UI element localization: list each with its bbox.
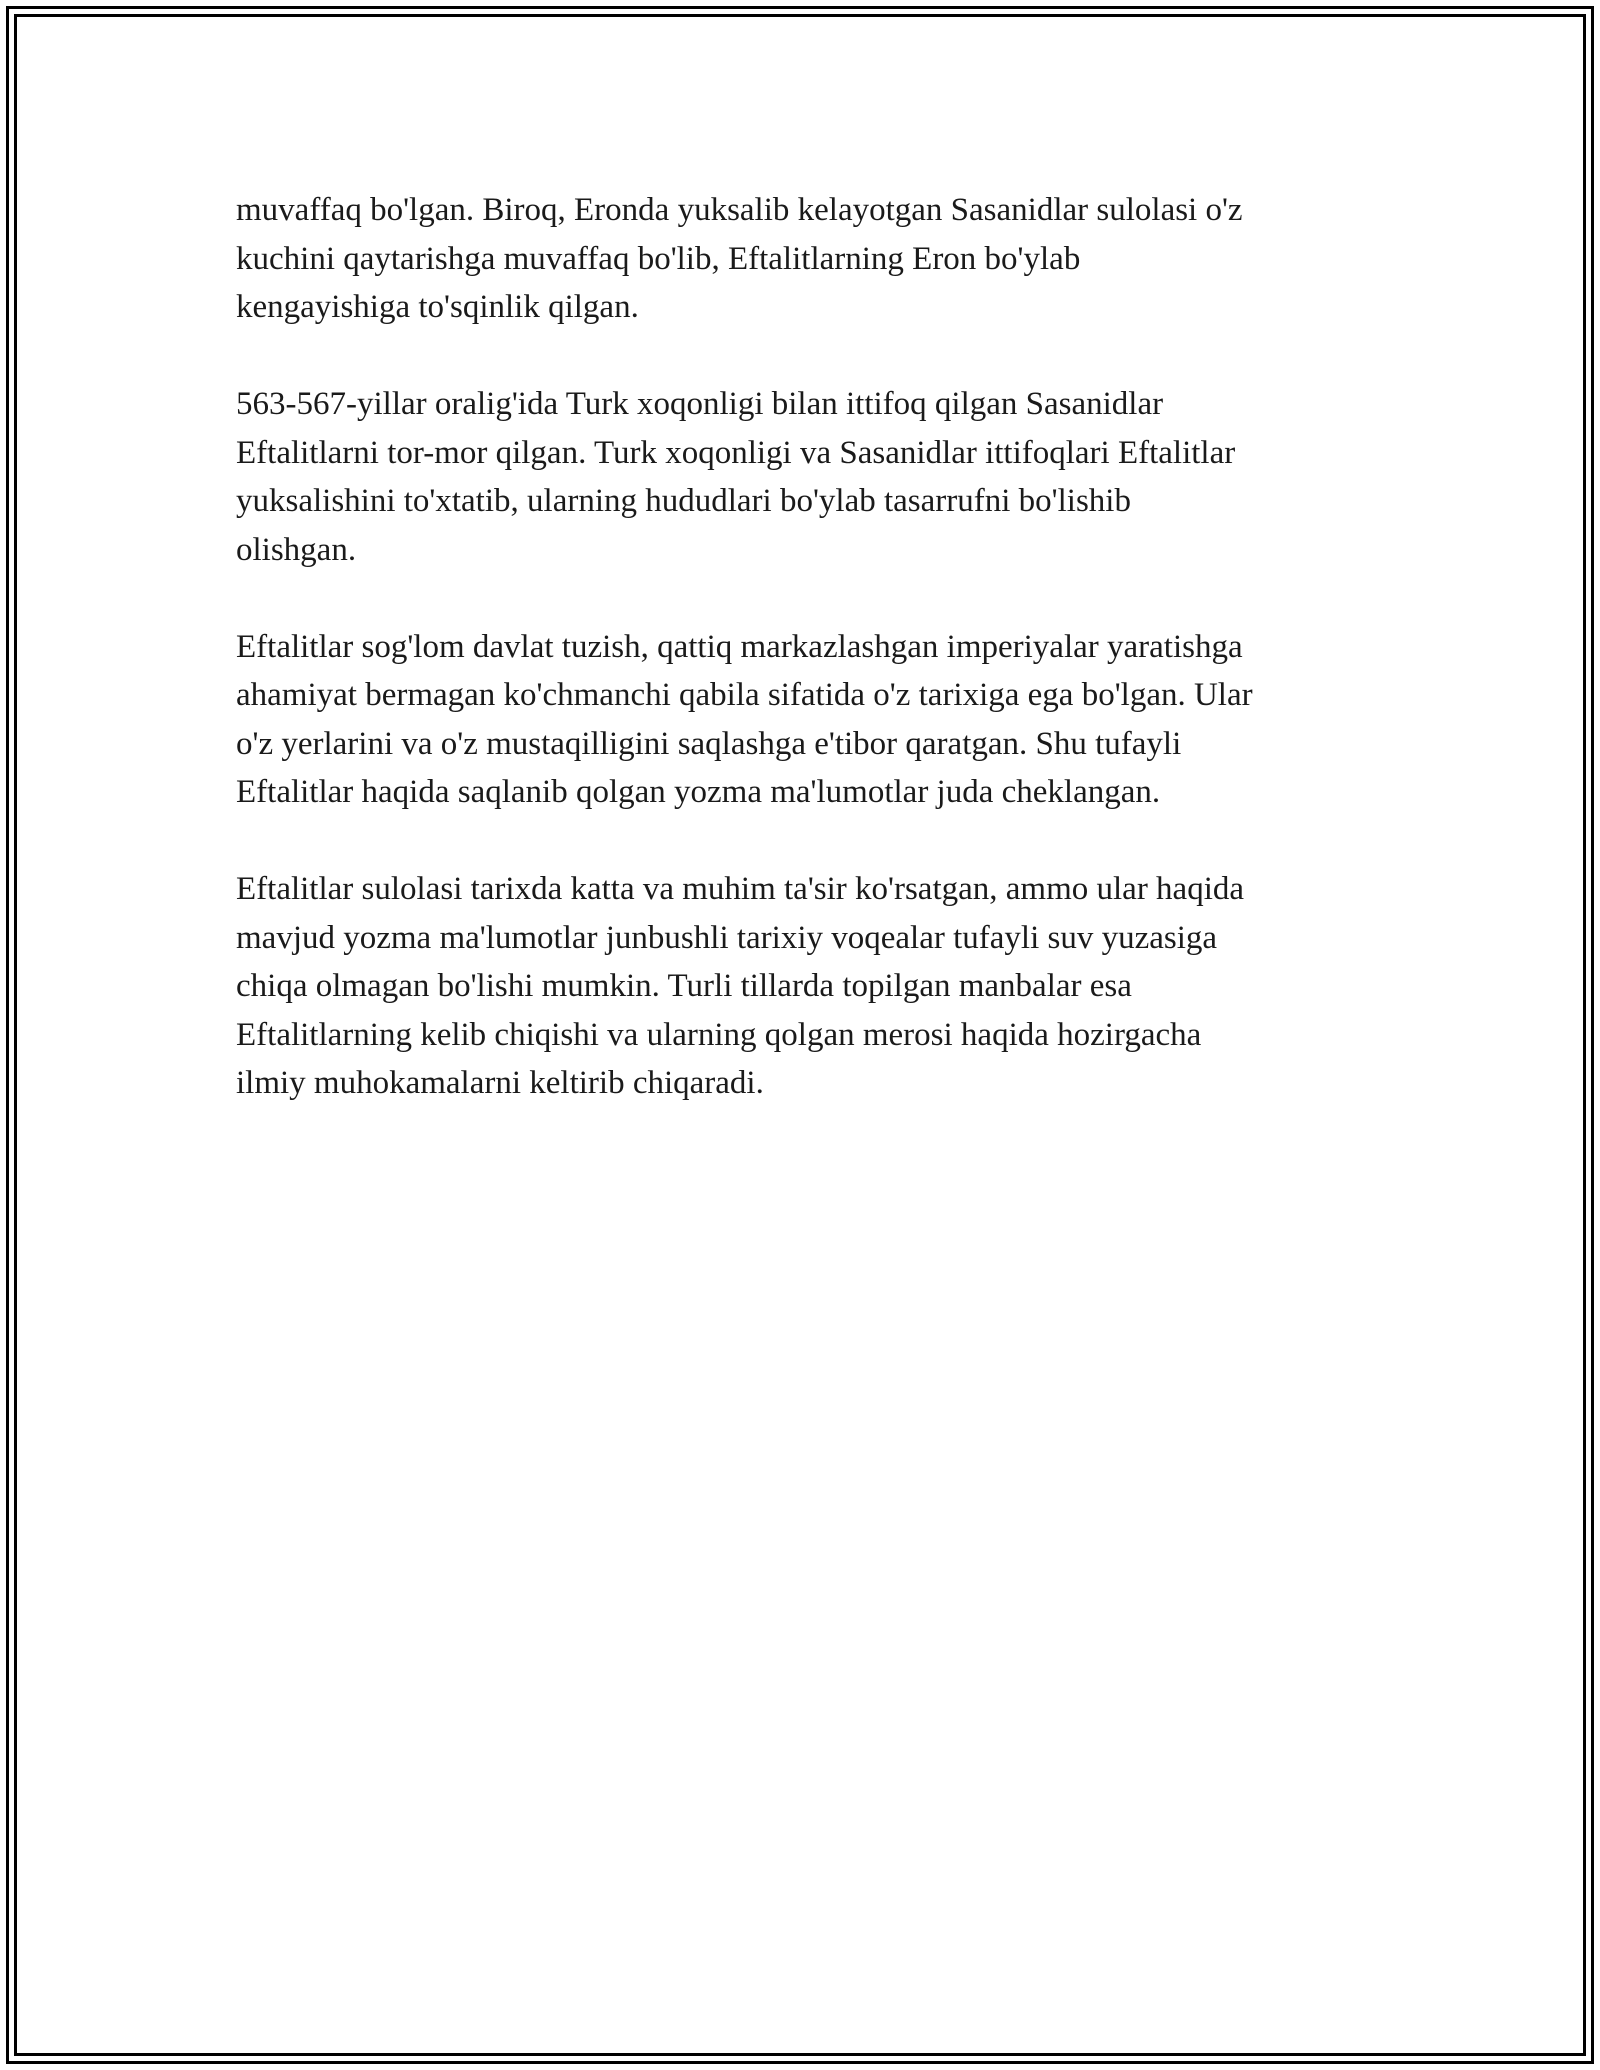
text-line: ilmiy muhokamalarni keltirib chiqaradi. (236, 1065, 764, 1101)
text-line: muvaffaq bo'lgan. Biroq, Eronda yuksalib kelayotgan Sasanidlar sulolasi o'z (236, 192, 1243, 228)
text-line: kengayishiga to'sqinlik qilgan. (236, 289, 639, 325)
paragraph-4 (236, 865, 1386, 1108)
text-line: Eftalitlar sulolasi tarixda katta va muhim ta'sir ko'rsatgan, ammo ular haqida (236, 871, 1245, 907)
text-line: 563-567-yillar oralig'ida Turk xoqonligi bilan ittifoq qilgan Sasanidlar (236, 386, 1164, 422)
text-line: Eftalitlarning kelib chiqishi va ularning qolgan merosi haqida hozirgacha (236, 1016, 1202, 1053)
text-line: ahamiyat bermagan ko'chmanchi qabila sifatida o'z tarixiga ega bo'lgan. Ular (236, 677, 1253, 713)
paragraph-1 (236, 186, 1386, 332)
text-line: Eftalitlarni tor-mor qilgan. Turk xoqonligi va Sasanidlar ittifoqlari Eftalitlar (236, 434, 1236, 471)
text-line: Eftalitlar sog'lom davlat tuzish, qattiq markazlashgan imperiyalar yaratishga (236, 628, 1243, 665)
paragraph-2 (236, 380, 1386, 574)
text-line: o'z yerlarini va o'z mustaqilligini saqlashga e'tibor qaratgan. Shu tufayli (236, 725, 1182, 762)
text-line: Eftalitlar haqida saqlanib qolgan yozma ma'lumotlar juda cheklangan. (236, 774, 1161, 810)
paragraph-3 (236, 623, 1386, 817)
text-line: yuksalishini to'xtatib, ularning hududlari bo'ylab tasarrufni bo'lishib (236, 483, 1131, 519)
text-line: kuchini qaytarishga muvaffaq bo'lib, Eftalitlarning Eron bo'ylab (236, 240, 1081, 277)
text-line: olishgan. (236, 531, 357, 568)
text-line: chiqa olmagan bo'lishi mumkin. Turli tillarda topilgan manbalar esa (236, 968, 1132, 1004)
text-line: mavjud yozma ma'lumotlar junbushli tarixiy voqealar tufayli suv yuzasiga (236, 919, 1218, 956)
document-body (236, 186, 1386, 1156)
